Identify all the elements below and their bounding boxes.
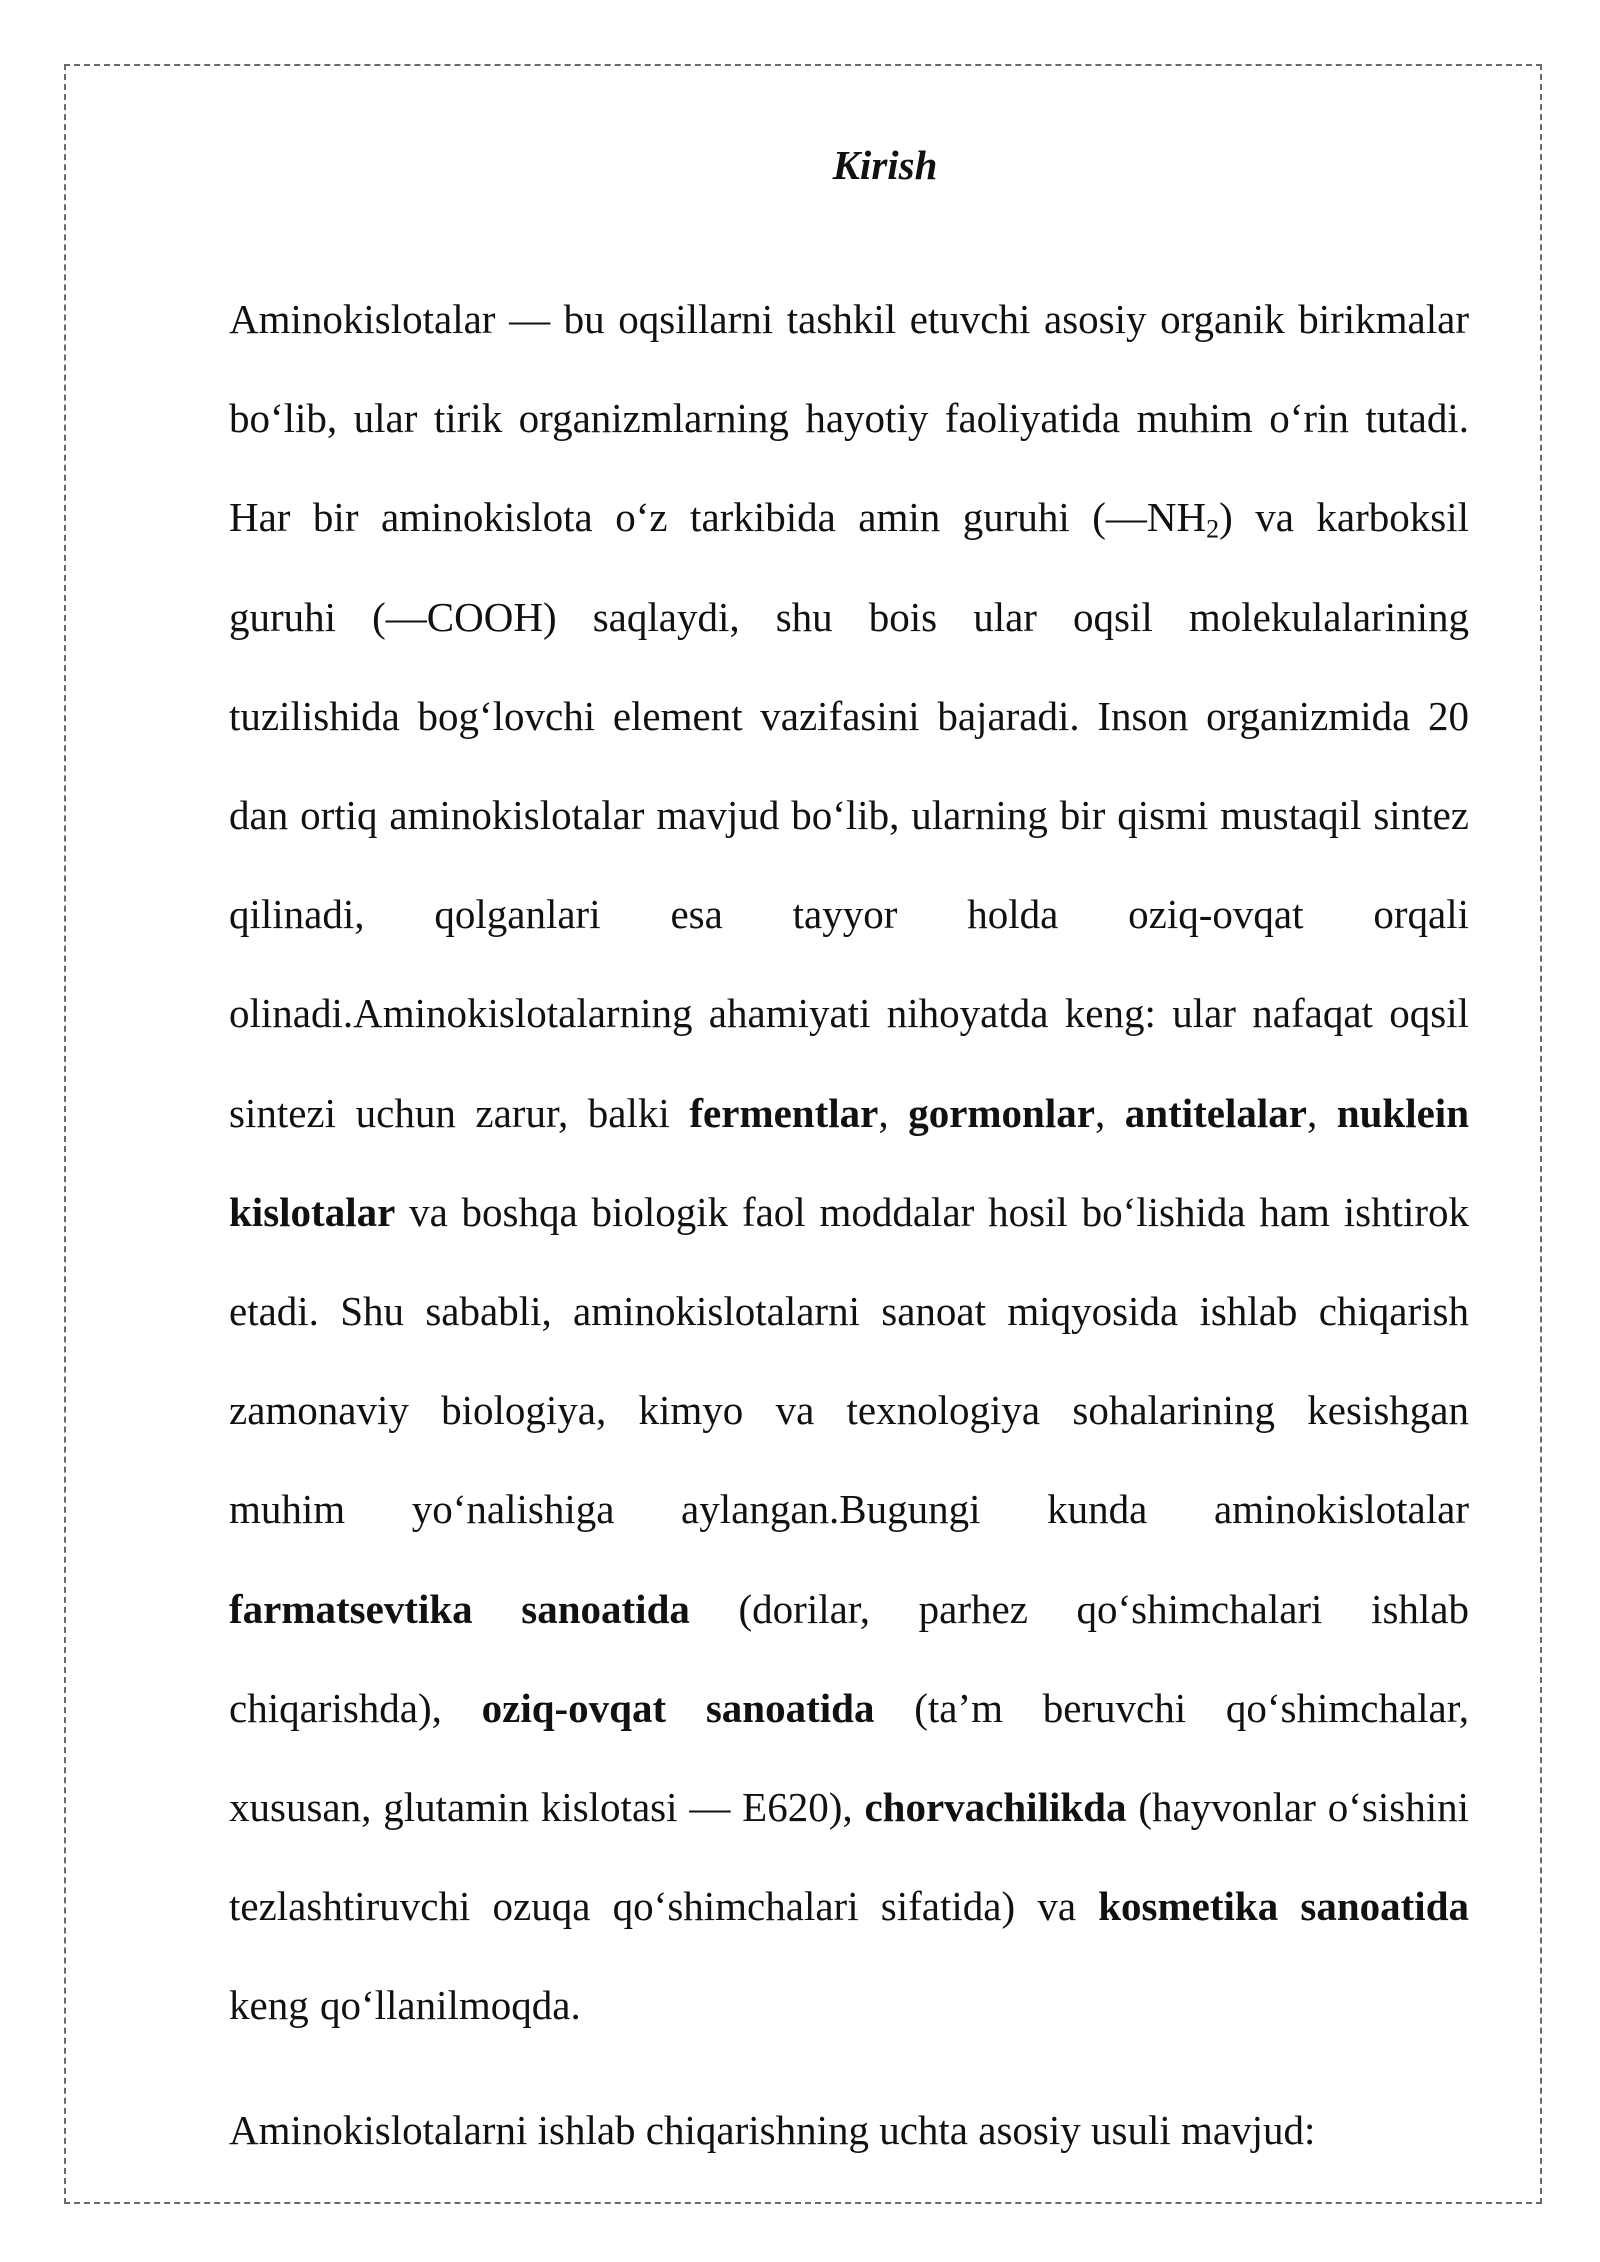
section-heading: Kirish [832, 142, 938, 188]
text-run: , [878, 1089, 909, 1136]
text-run: keng qo‘llanilmoqda. [229, 1982, 581, 2029]
bold-term: nuklein kislotalar [229, 1089, 1470, 1235]
text-run: (ta’m beruvchi qo‘shimchalar, xususan, glutamin kislotasi — E620), [229, 1684, 1470, 1831]
text-run: , [1306, 1089, 1337, 1136]
bold-term: gormonlar [908, 1089, 1095, 1136]
bold-term: farmatsevtika sanoatida [229, 1585, 690, 1632]
subscript: 2 [1206, 514, 1220, 544]
bold-term: chorvachilikda [864, 1784, 1127, 1831]
text-run: va boshqa biologik faol moddalar hosil bo‘lishida ham ishtirok etadi. Shu sababli, aminokislotalarni sanoat miqyosida ishlab chiqarish zamonaviy biologiya, kimyo va texnologiya sohalarining kesishgan muhim yo‘nalishiga aylangan.Bugungi kunda aminokislotalar [229, 1188, 1469, 1533]
text-run: (dorilar, parhez qo‘shimchalari ishlab chiqarishda), [229, 1585, 1470, 1731]
text-run: ) va karboksil guruhi (—COOH) saqlaydi, shu bois ular oqsil molekulalarining tuzilishida bog‘lovchi element vazifasini bajaradi. Inson organizmida 20 dan ortiq aminokislotalar mavjud bo‘lib, ularning bir qismi mustaqil sintez qilinadi, qolganlari esa tayyor holda oziq-ovqat orqali olinadi.Aminokislotalarning ahamiyati nihoyatda keng: ular nafaqat oqsil sintezi uchun zarur, balki [229, 494, 1469, 1136]
text-run: , [1094, 1089, 1125, 1136]
bold-term: antitelalar [1124, 1089, 1307, 1136]
text-run: (hayvonlar o‘sishini tezlashtiruvchi ozuqa qo‘shimchalari sifatida) va [229, 1784, 1469, 1930]
text-run: Aminokislotalar — bu oqsillarni tashkil etuvchi asosiy organik birikmalar bo‘lib, ular tirik organizmlarning hayotiy faoliyatida muhim o‘rin tutadi. Har bir aminokislota o‘z tarkibida amin guruhi (—NH [229, 296, 1469, 541]
bold-term: fermentlar [689, 1089, 879, 1136]
bold-term: oziq-ovqat sanoatida [481, 1684, 875, 1731]
intro-paragraph [229, 270, 1469, 2056]
methods-intro-paragraph: Aminokislotalarni ishlab chiqarishning uchta asosiy usuli mavjud: [229, 2107, 1316, 2153]
bold-term: kosmetika sanoatida [1098, 1883, 1470, 1930]
